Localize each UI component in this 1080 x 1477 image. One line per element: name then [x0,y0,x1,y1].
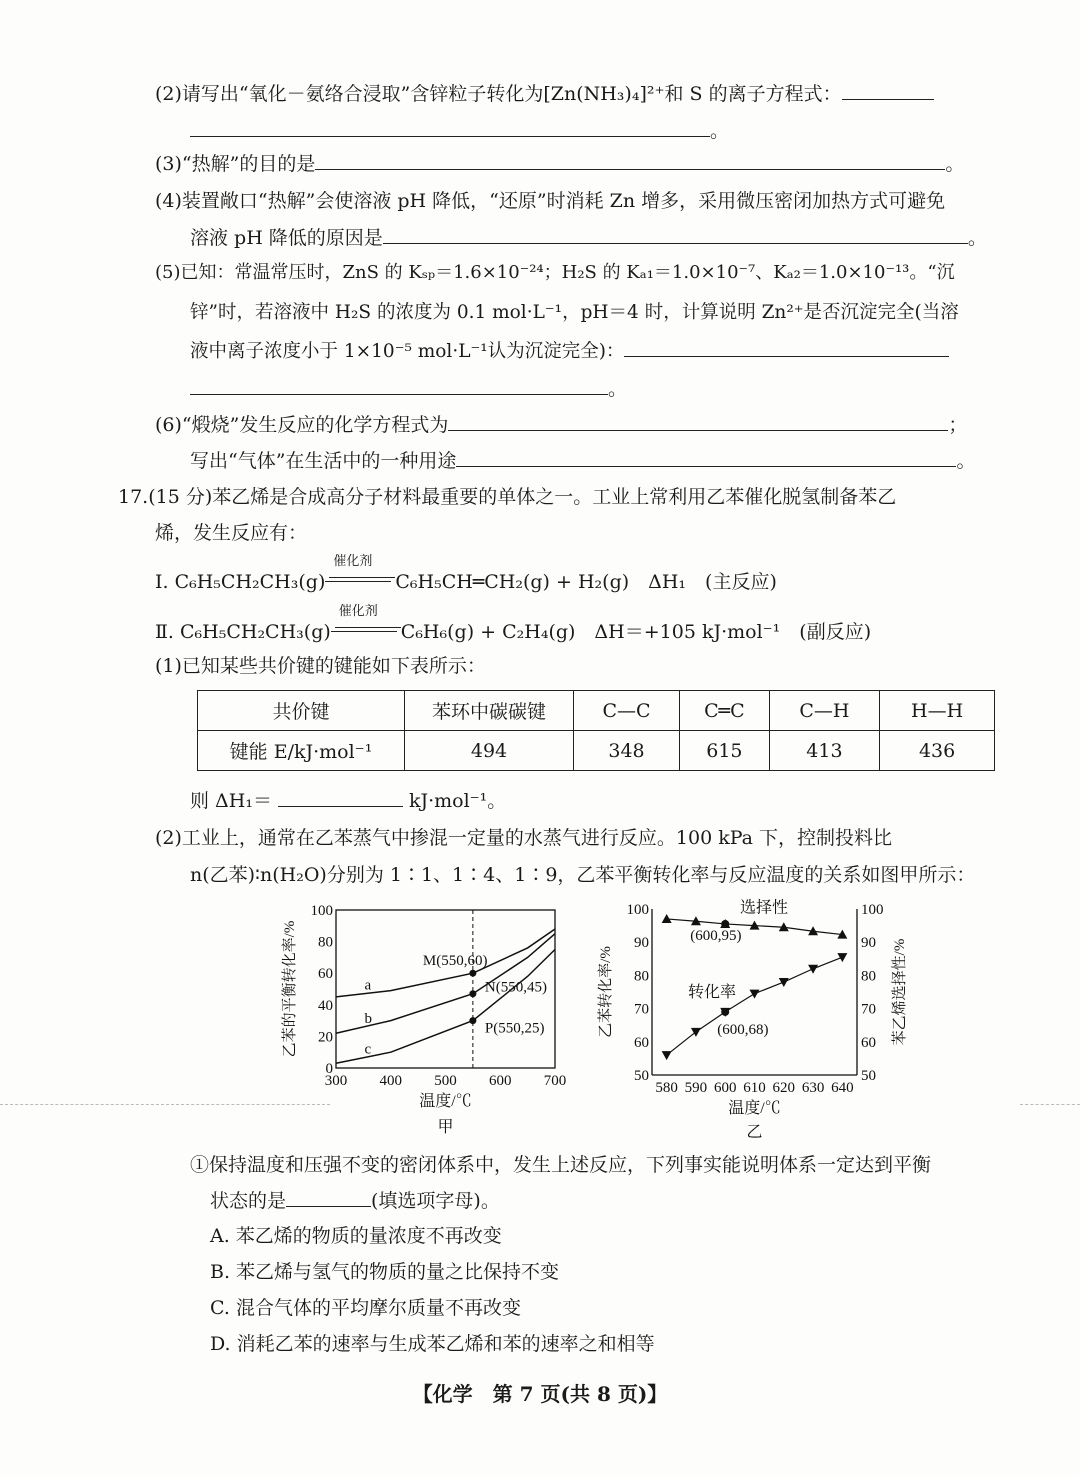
answer-blank[interactable] [624,338,949,357]
q17-part1: (1)已知某些共价键的键能如下表所示： [155,655,486,677]
q16-part5-cont2 [190,338,949,364]
y-tick-label: 80 [318,934,333,951]
x-tick-label: 300 [324,1073,348,1089]
q17-part2: (2)工业上，通常在乙苯蒸气中掺混一定量的水蒸气进行反应。100 kPa 下，控制投料比 [155,827,893,849]
option-c: C. 混合气体的平均摩尔质量不再改变 [210,1297,521,1319]
y-axis-label: 乙苯的平衡转化率/% [282,920,298,1058]
text: 。 [945,153,965,175]
y2-tick-label: 100 [861,902,884,918]
point-label: P(550,25) [484,1020,545,1037]
y-tick-label: 100 [626,902,649,918]
y2-axis-label: 苯乙烯选择性/% [892,938,908,1046]
y2-tick-label: 50 [861,1068,876,1084]
x-tick-label: 700 [543,1073,567,1089]
point-label: (600,95) [690,927,742,944]
table-header-row [198,691,995,731]
data-point [469,1017,476,1024]
table-cell: 413 [769,731,879,771]
catalyst-label: 催化剂 [338,604,378,619]
y2-tick-label: 70 [861,1001,876,1018]
y-tick-label: 90 [634,935,649,952]
point-label: M(550,60) [422,953,488,970]
q16-part2 [155,81,934,106]
x-tick-label: 500 [434,1073,457,1089]
text: 写出“气体”在生活中的一种用途 [190,450,457,472]
x-tick-label: 580 [655,1080,678,1096]
data-marker [662,1051,672,1060]
table-cell: H—H [880,691,995,731]
data-point [469,970,476,977]
answer-blank[interactable] [190,376,608,395]
x-tick-label: 620 [772,1080,796,1096]
text: ； [948,414,968,436]
chart-caption: 甲 [437,1119,454,1136]
data-marker [662,914,672,923]
table-cell: 键能 E/kJ·mol⁻¹ [198,731,405,771]
catalyst-label: 催化剂 [333,554,373,569]
equilibrium-arrow-icon [331,604,401,638]
q16-part5-cont: 锌”时，若溶液中 H₂S 的浓度为 0.1 mol·L⁻¹，pH＝4 时，计算说明 Zn²⁺是否沉淀完全(当溶 [190,302,959,323]
table-cell: C═C [680,691,770,731]
table-cell: 共价键 [198,691,405,731]
table-cell: 苯环中碳碳键 [405,691,574,731]
q16-part5-cont3 [190,376,627,401]
q17-part1-answer [190,788,506,813]
text: (填选项字母)。 [371,1190,500,1212]
answer-blank[interactable] [383,225,968,244]
text: 。 [956,450,976,472]
x-tick-label: 400 [379,1073,402,1089]
point-label: N(550,45) [484,979,547,996]
option-d: D. 消耗乙苯的速率与生成苯乙烯和苯的速率之和相等 [210,1333,655,1355]
table-cell: C—C [574,691,680,731]
series-line [667,957,843,1055]
chart-caption: 乙 [746,1124,763,1141]
x-tick-label: 640 [831,1080,854,1096]
reactant: Ⅱ. C₆H₅CH₂CH₃(g) [155,621,331,643]
text: 状态的是 [210,1190,287,1212]
y-tick-label: 0 [325,1061,333,1077]
answer-blank[interactable] [456,448,956,467]
reaction-1 [155,554,777,594]
answer-blank[interactable] [190,118,710,137]
y-tick-label: 80 [634,968,649,985]
table-cell: C—H [769,691,879,731]
y-tick-label: 40 [318,997,333,1014]
x-tick-label: 600 [489,1073,512,1089]
data-marker [691,1028,701,1037]
y-tick-label: 100 [310,903,333,919]
series-label: c [364,1041,372,1058]
x-tick-label: 600 [713,1080,737,1096]
table-cell: 615 [680,731,770,771]
text: 。 [710,120,730,142]
answer-blank[interactable] [286,1188,371,1207]
reactant: Ⅰ. C₆H₅CH₂CH₃(g) [155,571,326,593]
q17-q1: ①保持温度和压强不变的密闭体系中，发生上述反应，下列事实能说明体系一定达到平衡 [190,1154,932,1176]
data-marker [750,990,760,999]
answer-blank[interactable] [448,412,948,431]
data-marker [779,978,789,987]
q16-part3 [155,151,964,176]
q16-part2-cont [190,118,729,143]
text: kJ·mol⁻¹。 [408,790,507,812]
data-point [721,920,729,928]
q16-part6-cont [190,448,975,473]
charts [0,890,1080,1152]
q16-part6 [155,412,967,437]
table-cell: 348 [574,731,680,771]
series-label: 转化率 [688,983,737,1001]
y2-tick-label: 90 [861,935,876,952]
x-tick-label: 590 [684,1080,708,1096]
x-tick-label: 610 [743,1080,766,1096]
answer-blank[interactable] [315,151,945,170]
text: 。 [967,227,987,249]
series-label: b [364,1010,372,1027]
x-tick-label: 630 [801,1080,825,1096]
table-cell: 494 [405,731,574,771]
option-a: A. 苯乙烯的物质的量浓度不再改变 [210,1225,502,1247]
table-cell: 436 [880,731,995,771]
table-row [198,731,995,771]
option-b: B. 苯乙烯与氢气的物质的量之比保持不变 [210,1261,560,1283]
answer-blank[interactable] [278,788,403,807]
q16-part4-cont [190,225,987,250]
q17-part2-cont: n(乙苯)∶n(H₂O)分别为 1∶1、1∶4、1∶9，乙苯平衡转化率与反应温度的关系如图甲所示： [190,864,976,886]
y-axis-label: 乙苯转化率/% [598,946,614,1038]
text: (6)“煅烧”发生反应的化学方程式为 [155,414,449,436]
y-tick-label: 60 [634,1034,649,1051]
page-footer: 【化学 第 7 页(共 8 页)】 [412,1382,668,1406]
q16-part4: (4)装置敞口“热解”会使溶液 pH 降低，“还原”时消耗 Zn 增多，采用微压密闭加热方式可避免 [155,190,946,212]
bond-energy-table [197,690,995,771]
products: C₆H₅CH═CH₂(g) + H₂(g) ΔH₁ (主反应) [395,571,777,593]
series-label: a [364,977,372,994]
y-tick-label: 20 [318,1029,333,1046]
data-marker [808,965,818,974]
q16-part5: (5)已知：常温常压时，ZnS 的 Kₛₚ＝1.6×10⁻²⁴；H₂S 的 Kₐ₁＝1.0×10⁻⁷、Kₐ₂＝1.0×10⁻¹³。“沉 [155,262,955,283]
y2-tick-label: 80 [861,968,876,985]
q17-intro: 17.(15 分)苯乙烯是合成高分子材料最重要的单体之一。工业上常利用乙苯催化脱氢制备苯乙 [118,486,897,508]
point-label: (600,68) [717,1021,769,1038]
reaction-2 [155,604,872,644]
text: 液中离子浓度小于 1×10⁻⁵ mol·L⁻¹认为沉淀完全)： [190,341,625,362]
text: 溶液 pH 降低的原因是 [190,227,383,249]
equilibrium-arrow-icon [325,554,395,588]
y2-tick-label: 60 [861,1034,876,1051]
text: 。 [608,378,628,400]
text: 则 ΔH₁＝ [190,790,272,812]
y-tick-label: 50 [634,1068,649,1084]
products: C₆H₆(g) + C₂H₄(g) ΔH＝+105 kJ·mol⁻¹ (副反应) [400,621,872,643]
data-point [721,1008,729,1016]
series-label: 选择性 [740,899,789,917]
text: (3)“热解”的目的是 [155,153,316,175]
y-tick-label: 60 [318,966,333,983]
y-tick-label: 70 [634,1001,649,1018]
x-axis-label: 温度/℃ [419,1093,472,1110]
q17-intro-cont: 烯，发生反应有： [155,522,308,544]
x-axis-label: 温度/℃ [728,1100,781,1117]
data-marker [837,953,847,962]
answer-blank[interactable] [842,81,934,100]
data-point [469,990,476,997]
q17-q1-cont [210,1188,500,1213]
text: (2)请写出“氧化－氨络合浸取”含锌粒子转化为[Zn(NH₃)₄]²⁺和 S 的离子方程式： [155,83,842,105]
